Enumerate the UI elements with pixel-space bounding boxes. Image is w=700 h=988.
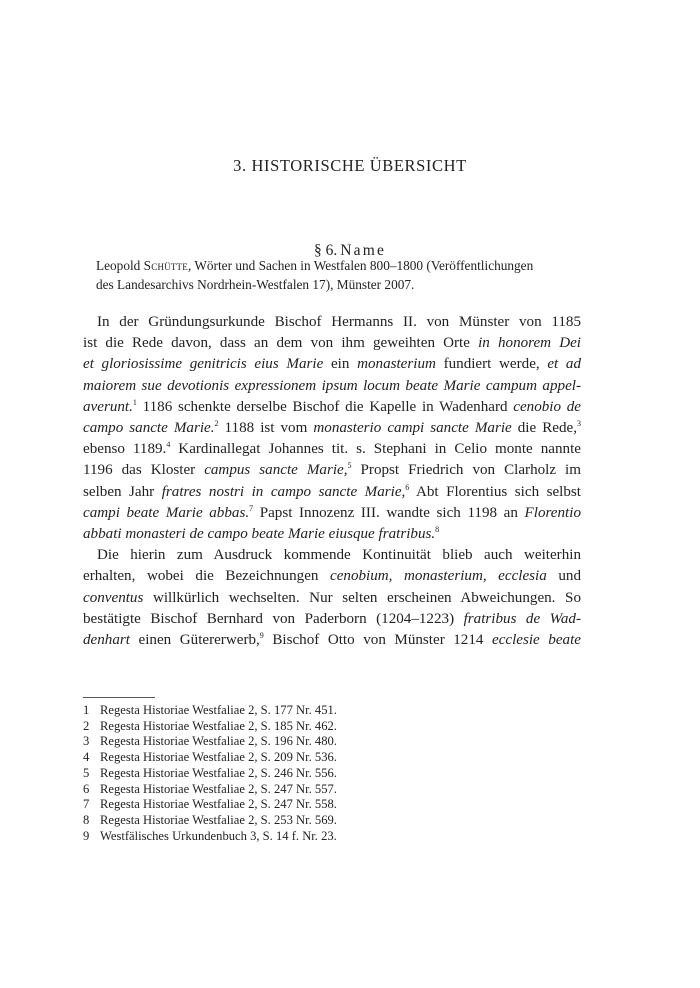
footnote-ref: 8 [435, 525, 440, 534]
text-line: averunt.$^1$ 1186 schenkte derselbe Bischof die Kapelle in Wadenhard cenobio de [83, 397, 581, 415]
text-line: 1196 das Kloster campus sancte Marie,$^5$ Propst Friedrich von Clarholz im [83, 461, 581, 479]
footnote-ref: 5 [347, 461, 352, 471]
footnote-ref: 4 [166, 440, 171, 450]
text-line: ist die Rede davon, dass an dem von ihm geweihten Orte in honorem Dei [83, 335, 582, 352]
footnote-item: 1 Regesta Historiae Westfaliae 2, S. 177 Nr. 451. [83, 703, 337, 717]
chapter-title: 3. HISTORISCHE ÜBERSICHT [233, 156, 467, 175]
text-line: abbati monasteri de campo beate Marie eiusque fratribus.$^8$ [83, 525, 440, 543]
text-line: In der Gründungsurkunde Bischof Hermanns II. von Münster von 1185 [97, 314, 581, 330]
text-line: erhalten, wobei die Bezeichnungen cenobium, monasterium, ecclesia und [83, 568, 581, 585]
footnote-divider [83, 697, 155, 698]
footnote-ref: 2 [214, 418, 219, 428]
text-line: selben Jahr fratres nostri in campo sancte Marie,$^6$ Abt Florentius sich selbst [83, 482, 581, 500]
footnote-item: 6 Regesta Historiae Westfaliae 2, S. 247 Nr. 557. [83, 781, 337, 796]
text-line: campo sancte Marie.$^2$ 1188 ist vom monasterio campi sancte Marie die Rede,$^3$ [83, 418, 582, 437]
footnote-item: 8 Regesta Historiae Westfaliae 2, S. 253 Nr. 569. [83, 812, 337, 827]
footnote-item: 9 Westfälisches Urkundenbuch 3, S. 14 f. Nr. 23. [83, 828, 337, 843]
footnote-ref: 6 [405, 482, 410, 492]
footnote-list [83, 703, 583, 844]
footnote-item: 4 Regesta Historiae Westfaliae 2, S. 209 Nr. 536. [83, 750, 337, 765]
section-number: § 6. [313, 242, 338, 259]
footnote-item: 3 Regesta Historiae Westfaliae 2, S. 196 Nr. 480. [83, 734, 337, 749]
text-line: Die hierin zum Ausdruck kommende Kontinuität blieb auch weiterhin [97, 547, 581, 564]
text-line: conventus willkürlich wechselten. Nur selten erscheinen Abweichungen. So [83, 589, 581, 606]
paragraph-2 [83, 545, 581, 651]
paragraph-1 [83, 312, 581, 545]
text-line: campi beate Marie abbas.$^7$ Papst Innozenz III. wandte sich 1198 an Florentio [83, 503, 581, 521]
text-line: ebenso 1189.$^4$ Kardinallegat Johannes tit. s. Stephani in Celio monte nannte [83, 440, 581, 458]
literature-line-2: des Landesarchivs Nordrhein-Westfalen 17), Münster 2007. [96, 277, 415, 292]
text-line: denhart einen Gütererwerb,$^9$ Bischof Otto von Münster 1214 ecclesie beate [83, 631, 581, 649]
text-line: maiorem sue devotionis expressionem ipsum locum beate Marie campum appel- [83, 377, 581, 394]
literature-line-1: Leopold Schütte, Wörter und Sachen in Westfalen 800–1800 (Veröffentlichungen [96, 258, 534, 273]
footnote-item: 7 Regesta Historiae Westfaliae 2, S. 247 Nr. 558. [83, 797, 337, 812]
author-surname: Schütte [143, 258, 188, 273]
footnote-ref: 1 [132, 397, 137, 407]
text-line: bestätigte Bischof Bernhard von Paderborn (1204–1223) fratribus de Wad- [83, 610, 581, 627]
footnote-ref: 3 [577, 418, 582, 428]
literature-reference [96, 256, 580, 294]
section-title: Name [340, 242, 387, 259]
footnote-ref: 7 [249, 503, 254, 513]
text-line: et gloriosissime genitricis eius Marie ein monasterium fundiert werde, et ad [83, 356, 581, 373]
body-text [83, 312, 581, 651]
footnote-ref: 9 [259, 631, 264, 641]
footnote-item: 5 Regesta Historiae Westfaliae 2, S. 246 Nr. 556. [83, 765, 337, 780]
footnote-item: 2 Regesta Historiae Westfaliae 2, S. 185 Nr. 462. [83, 718, 337, 733]
